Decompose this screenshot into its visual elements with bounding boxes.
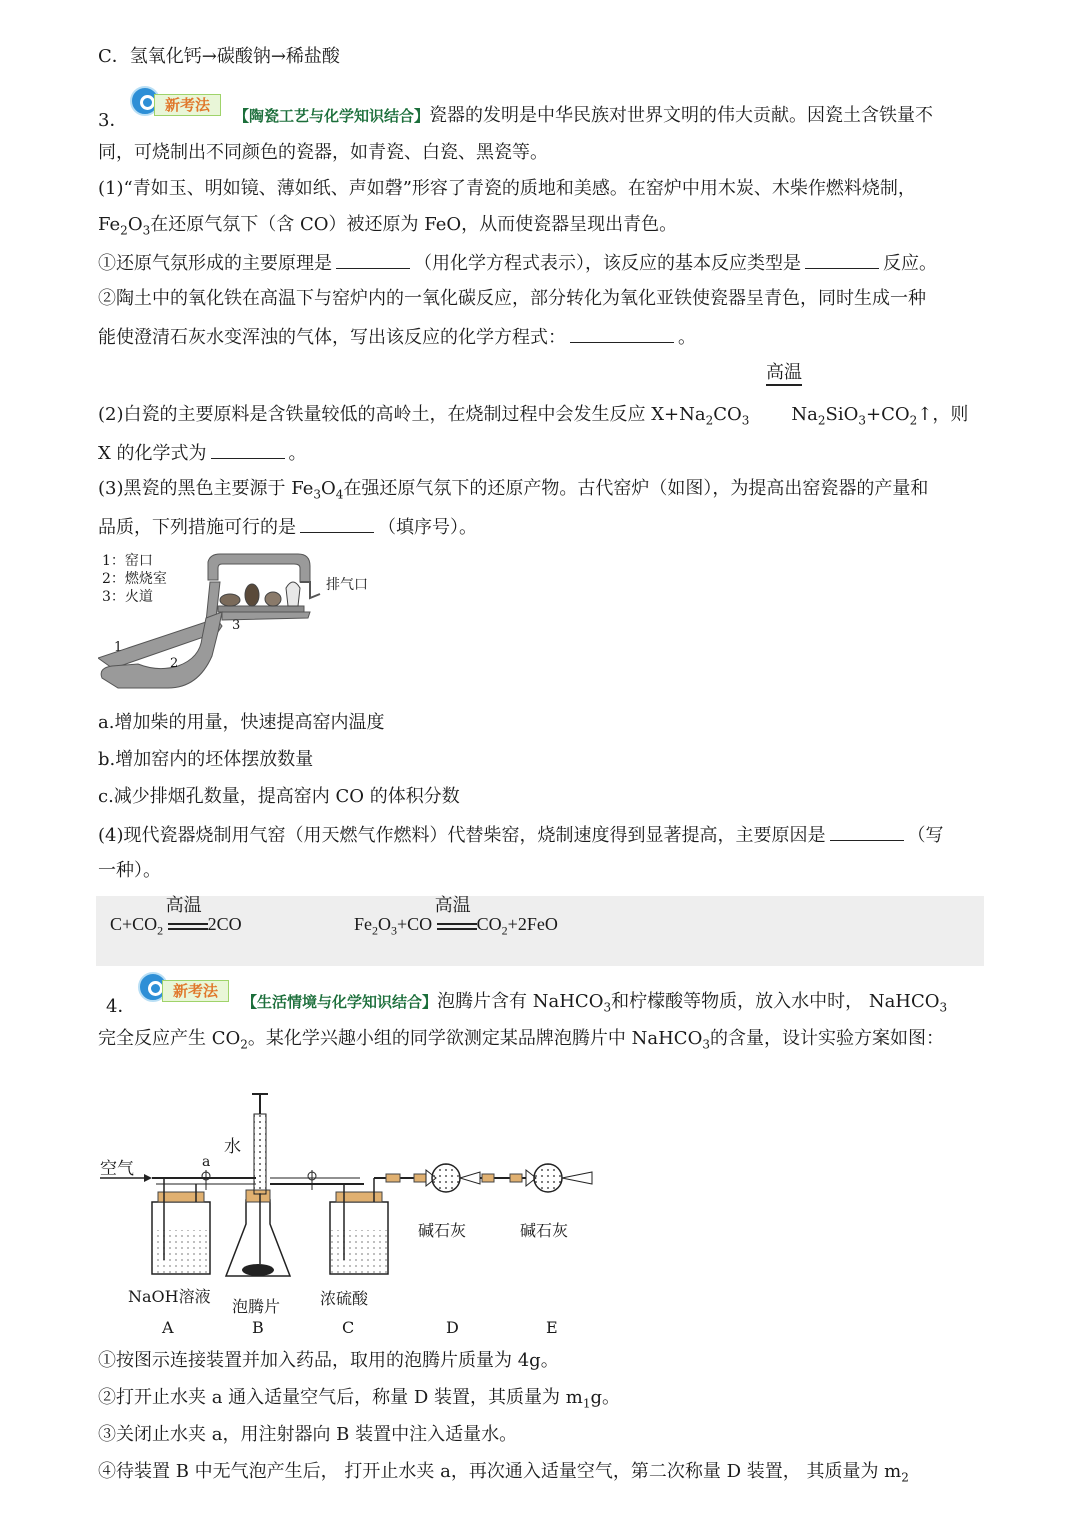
- q3-part4-a: (4)现代瓷器烧制用气窑（用天燃气作燃料）代替柴窑，烧制速度得到显著提高，主要原因是 （写: [98, 822, 944, 848]
- question-3-number: 3．: [98, 110, 128, 131]
- kiln-legend-1: 1：窑口: [102, 553, 153, 569]
- question-4-number: 4．: [106, 996, 136, 1017]
- new-method-badge: [130, 86, 238, 116]
- question-3-intro: 【陶瓷工艺与化学知识结合】瓷器的发明是中华民族对世界文明的伟大贡献。因瓷土含铁量不: [234, 105, 934, 126]
- reagent-d: 碱石灰: [418, 1221, 467, 1240]
- kiln-legend-3: 3：火道: [102, 589, 153, 605]
- letter-a: A: [162, 1318, 174, 1337]
- q3-part1-b: $Fe_2O_3$在还原气氛下（含 CO）被还原为 FeO，从而使瓷器呈现出青色。: [98, 214, 678, 238]
- letter-b: B: [252, 1318, 264, 1337]
- kiln-num-1: 1: [114, 640, 123, 655]
- letter-e: E: [546, 1318, 558, 1337]
- option-c: C．氢氧化钙→碳酸钠→稀盐酸: [98, 46, 340, 67]
- q4-step2: ②打开止水夹 a 通入适量空气后，称量 D 装置，其质量为 $m_1g$。: [98, 1387, 621, 1411]
- answer-blank[interactable]: [570, 324, 674, 343]
- kiln-legend-2: 2：燃烧室: [102, 571, 167, 587]
- q3-part3-a: (3)黑瓷的黑色主要源于 $Fe_3O_4$在强还原气氛下的还原产物。古代窑炉（如图），为提高出窑瓷器的产量和: [98, 478, 929, 502]
- q3-option-a: a.增加柴的用量，快速提高窑内温度: [98, 712, 385, 733]
- q4-step1: ①按图示连接装置并加入药品，取用的泡腾片质量为 4g。: [98, 1350, 559, 1371]
- q3-part2-b: X 的化学式为 。: [98, 440, 307, 466]
- badge-label: 新考法: [162, 980, 229, 1002]
- question-3-tag: 【陶瓷工艺与化学知识结合】: [234, 107, 430, 125]
- reagent-a: NaOH溶液: [128, 1287, 211, 1306]
- letter-d: D: [446, 1318, 459, 1337]
- air-label: 空气: [100, 1159, 134, 1179]
- q3-sub1: ①还原气氛形成的主要原理是 （用化学方程式表示），该反应的基本反应类型是 反应。: [98, 250, 937, 276]
- answer-blank[interactable]: [211, 440, 285, 459]
- reagent-b: 泡腾片: [232, 1297, 281, 1316]
- q3-part3-b: 品质，下列措施可行的是 （填序号）。: [98, 514, 477, 540]
- q4-step4: ④待装置 B 中无气泡产生后， 打开止水夹 a，再次通入适量空气，第二次称量 D 装置， 其质量为 $m_2$: [98, 1461, 909, 1485]
- question-3-intro-2: 同，可烧制出不同颜色的瓷器，如青瓷、白瓷、黑瓷等。: [98, 142, 548, 163]
- q3-part1-a: (1)“青如玉、明如镜、薄如纸、声如磬”形容了青瓷的质地和美感。在窑炉中用木炭、木柴作燃料烧制，: [98, 178, 916, 199]
- badge-label: 新考法: [154, 94, 221, 116]
- q3-option-c: c.减少排烟孔数量，提高窑内 CO 的体积分数: [98, 786, 460, 807]
- q3-sub2-a: ②陶土中的氧化铁在高温下与窑炉内的一氧化碳反应，部分转化为氧化亚铁使瓷器呈青色，同时生成一种: [98, 288, 926, 309]
- answer-blank[interactable]: [830, 822, 904, 841]
- answer-equation-1: $C+CO_2$ 高温 2CO: [110, 895, 242, 938]
- water-label: 水: [224, 1137, 241, 1157]
- apparatus-diagram: [96, 1090, 616, 1340]
- q3-part2-a: (2)白瓷的主要原料是含铁量较低的高岭土，在烧制过程中会发生反应 $X+Na_2CO_3$ $Na_2SiO_3+CO_2↑$，则: [98, 404, 969, 428]
- answer-box: [96, 896, 984, 966]
- q3-sub2-b: 能使澄清石灰水变浑浊的气体，写出该反应的化学方程式： 。: [98, 324, 696, 350]
- kiln-diagram: [98, 548, 388, 698]
- reagent-e: 碱石灰: [520, 1221, 569, 1240]
- reagent-c: 浓硫酸: [320, 1289, 369, 1308]
- kiln-drawing: [98, 548, 388, 698]
- question-4-intro: 【生活情境与化学知识结合】泡腾片含有 NaHCO$_3$和柠檬酸等物质，放入水中时， NaHCO$_3$: [242, 991, 948, 1015]
- letter-c: C: [342, 1318, 355, 1337]
- kiln-exhaust-label: 排气口: [326, 577, 368, 593]
- new-method-badge: [138, 972, 246, 1002]
- question-4-intro-2: 完全反应产生 $CO_2$。某化学兴趣小组的同学欲测定某品牌泡腾片中 NaHCO$_3$的含量，设计实验方案如图：: [98, 1028, 944, 1052]
- kiln-num-2: 2: [170, 656, 179, 671]
- kiln-num-3: 3: [232, 618, 241, 633]
- q3-part4-b: 一种）。: [98, 860, 161, 881]
- clamp-a-label: a: [202, 1154, 211, 1170]
- answer-blank[interactable]: [336, 250, 410, 269]
- answer-equation-2: $Fe_2O_3+CO$ 高温 $CO_2+2FeO$: [354, 895, 558, 938]
- q3-option-b: b.增加窑内的坯体摆放数量: [98, 749, 314, 770]
- reaction-condition: 高温: [766, 362, 802, 386]
- answer-blank[interactable]: [805, 250, 879, 269]
- answer-blank[interactable]: [300, 514, 374, 533]
- question-4-tag: 【生活情境与化学知识结合】: [242, 993, 438, 1011]
- q4-step3: ③关闭止水夹 a，用注射器向 B 装置中注入适量水。: [98, 1424, 518, 1445]
